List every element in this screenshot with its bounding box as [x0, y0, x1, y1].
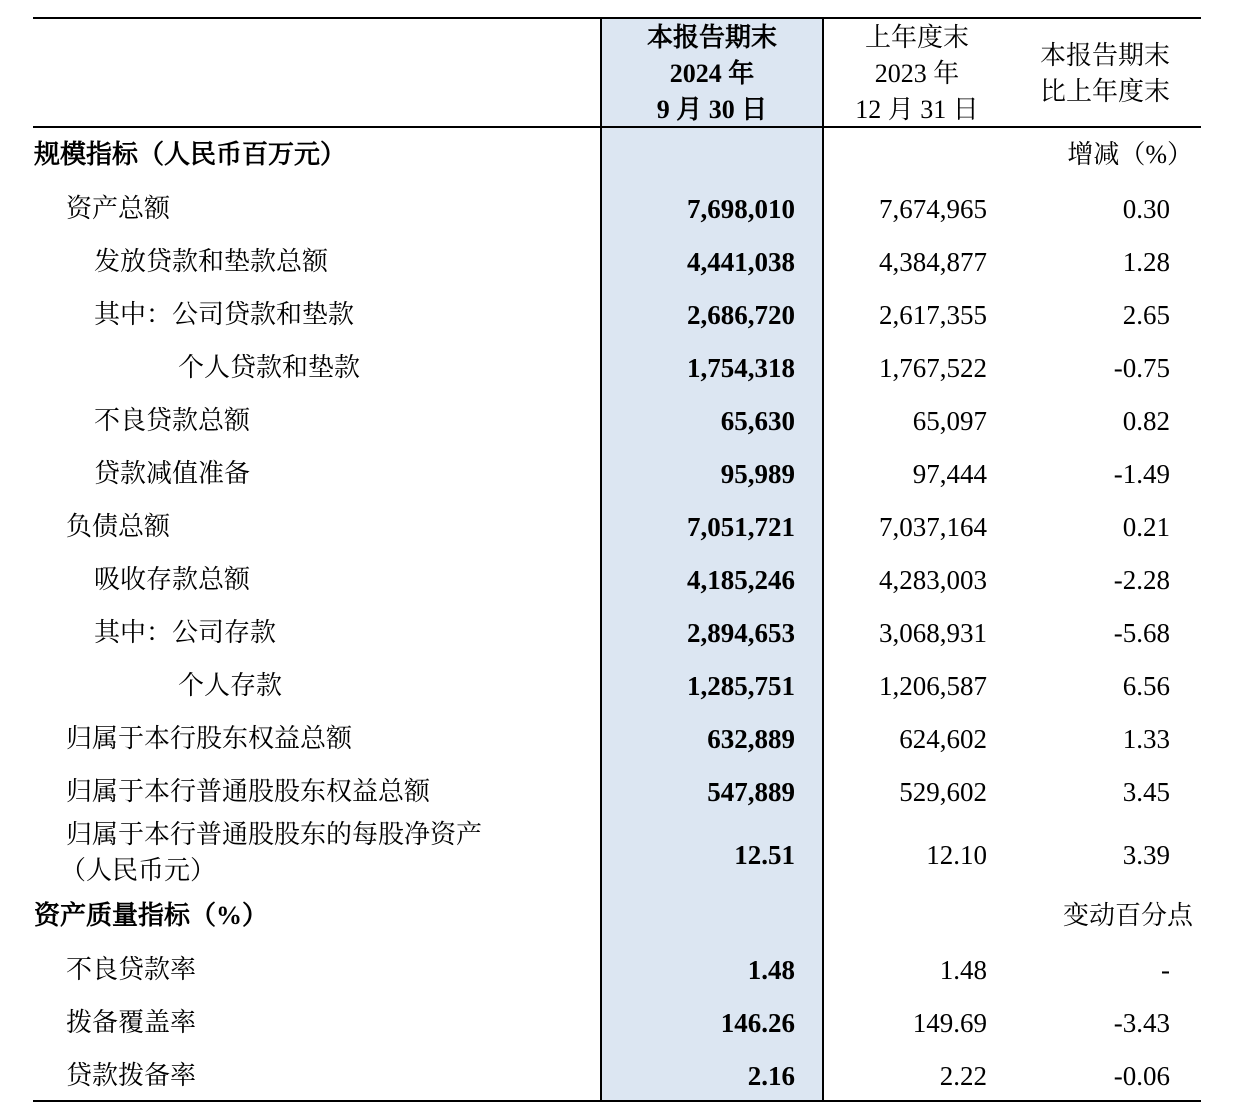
prior-value: 3,068,931: [879, 618, 987, 648]
row-label: 负债总额: [66, 512, 171, 541]
header-current-line1: 本报告期末: [646, 23, 777, 52]
header-change: [1005, 38, 1205, 110]
table-row: [0, 1008, 1234, 1061]
change-value: 3.45: [1122, 777, 1170, 807]
row-label: 拨备覆盖率: [66, 1008, 197, 1037]
change-value: -3.43: [1113, 1008, 1170, 1038]
prior-value: 1.48: [939, 955, 987, 985]
row-label: 贷款减值准备: [94, 459, 251, 488]
header-change-line1: 本报告期末: [1039, 41, 1170, 70]
prior-value: 149.69: [912, 1008, 987, 1038]
prior-value: 4,384,877: [879, 247, 987, 277]
change-value: 3.39: [1122, 840, 1170, 870]
current-value: 146.26: [720, 1008, 795, 1038]
change-value: -0.06: [1113, 1061, 1170, 1091]
table-row: [0, 724, 1234, 777]
prior-value: 12.10: [926, 840, 987, 870]
prior-value: 7,037,164: [879, 512, 987, 542]
row-label: 不良贷款率: [66, 955, 197, 984]
table-row: [0, 565, 1234, 618]
change-value: 0.30: [1122, 194, 1170, 224]
table-row: [0, 955, 1234, 1008]
current-value: 95,989: [720, 459, 795, 489]
section-header-asset-quality: [0, 901, 1234, 954]
change-value: 0.21: [1122, 512, 1170, 542]
row-label: 归属于本行股东权益总额: [66, 724, 353, 753]
prior-value: 1,767,522: [879, 353, 987, 383]
current-value: 547,889: [707, 777, 795, 807]
table-row: [0, 406, 1234, 459]
header-prior-year-end: [812, 20, 1022, 128]
row-label: 个人存款: [178, 671, 283, 700]
current-value: 12.51: [734, 840, 795, 870]
current-value: 1,754,318: [687, 353, 795, 383]
row-label: 其中：公司存款: [94, 618, 277, 647]
row-label: 归属于本行普通股股东的每股净资产: [66, 820, 483, 849]
change-value: 1.28: [1122, 247, 1170, 277]
row-label: 个人贷款和垫款: [178, 353, 361, 382]
current-value: 2,686,720: [687, 300, 795, 330]
table-row: [0, 459, 1234, 512]
row-label: 贷款拨备率: [66, 1061, 197, 1090]
row-label: 发放贷款和垫款总额: [94, 247, 329, 276]
section-unit-label: 变动百分点: [1062, 901, 1193, 930]
table-row: [0, 1061, 1234, 1114]
header-change-line2: 比上年度末: [1039, 77, 1170, 106]
header-current-line3: 9 月 30 日: [656, 95, 768, 124]
change-value: 0.82: [1122, 406, 1170, 436]
table-row: [0, 247, 1234, 300]
row-label: 归属于本行普通股股东权益总额: [66, 777, 431, 806]
prior-value: 2.22: [939, 1061, 987, 1091]
current-value: 65,630: [720, 406, 795, 436]
prior-value: 4,283,003: [879, 565, 987, 595]
table-row: [0, 353, 1234, 406]
change-value: -1.49: [1113, 459, 1170, 489]
current-value: 7,698,010: [687, 194, 795, 224]
current-value: 632,889: [707, 724, 795, 754]
section-unit-label: 增减（%）: [1067, 140, 1193, 169]
prior-value: 1,206,587: [879, 671, 987, 701]
prior-value: 624,602: [899, 724, 987, 754]
prior-value: 7,674,965: [879, 194, 987, 224]
section-title: 资产质量指标（%）: [34, 901, 269, 930]
current-value: 1,285,751: [687, 671, 795, 701]
current-value: 2,894,653: [687, 618, 795, 648]
table-row: [0, 618, 1234, 671]
current-value: 7,051,721: [687, 512, 795, 542]
header-prior-line2: 2023 年: [874, 59, 960, 88]
current-value: 2.16: [747, 1061, 795, 1091]
current-value: 1.48: [747, 955, 795, 985]
change-value: -: [1161, 955, 1170, 985]
table-row: [0, 671, 1234, 724]
prior-value: 65,097: [912, 406, 987, 436]
change-value: 2.65: [1122, 300, 1170, 330]
section-header-scale: [0, 140, 1234, 193]
row-label: 吸收存款总额: [94, 565, 251, 594]
prior-value: 529,602: [899, 777, 987, 807]
change-value: 6.56: [1122, 671, 1170, 701]
change-value: -2.28: [1113, 565, 1170, 595]
change-value: -0.75: [1113, 353, 1170, 383]
row-label-line2: （人民币元）: [60, 856, 217, 885]
table-row: [0, 194, 1234, 247]
header-current-period: [602, 20, 822, 128]
prior-value: 2,617,355: [879, 300, 987, 330]
current-value: 4,185,246: [687, 565, 795, 595]
table-row: [0, 512, 1234, 565]
header-current-line2: 2024 年: [669, 59, 755, 88]
change-value: 1.33: [1122, 724, 1170, 754]
row-label: 不良贷款总额: [94, 406, 251, 435]
table-row: [0, 820, 1234, 890]
change-value: -5.68: [1113, 618, 1170, 648]
row-label: 其中：公司贷款和垫款: [94, 300, 355, 329]
row-label: 资产总额: [66, 194, 171, 223]
prior-value: 97,444: [912, 459, 987, 489]
table-top-rule: [33, 17, 1201, 19]
table-row: [0, 300, 1234, 353]
current-value: 4,441,038: [687, 247, 795, 277]
header-prior-line3: 12 月 31 日: [855, 95, 979, 124]
section-title: 规模指标（人民币百万元）: [34, 140, 347, 169]
header-prior-line1: 上年度末: [864, 23, 969, 52]
